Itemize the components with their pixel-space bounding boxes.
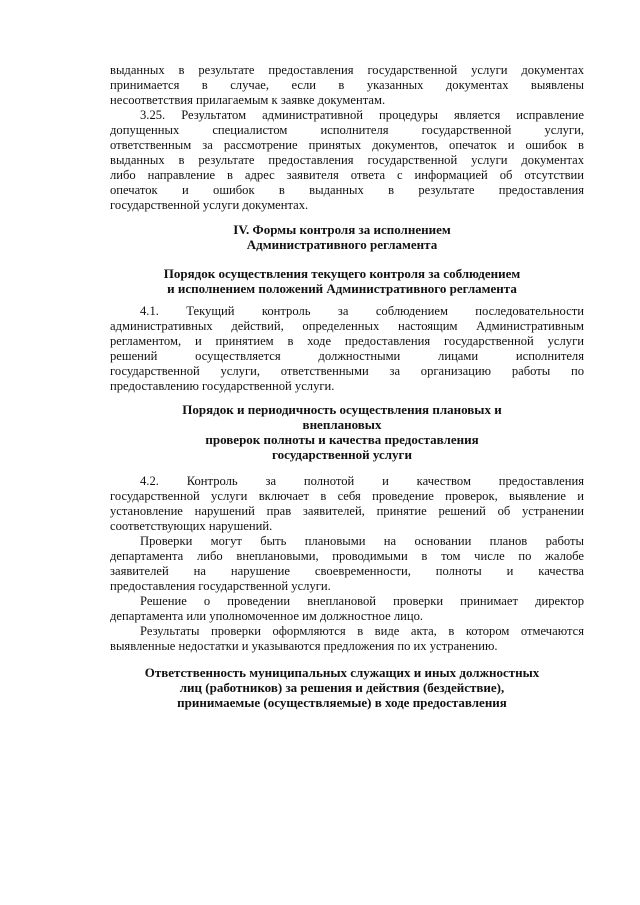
- subsection-title: Порядок и периодичность осуществления плановых и: [182, 402, 502, 417]
- p41-line: решений осуществляется должностными лицами исполнителя: [110, 349, 584, 363]
- decision-line: департамента или уполномоченное им должностное лицо.: [110, 609, 424, 623]
- p41-line: государственной услуги, ответственными за организацию работы по: [110, 364, 584, 378]
- subsection-title: и исполнением положений Административного регламента: [167, 281, 517, 296]
- p325-line: выданных в результате предоставления государственной услуги документах: [110, 153, 584, 167]
- results-line: выявленные недостатки и указываются предложения по их устранению.: [110, 639, 498, 653]
- p325-line: опечаток и ошибок в выданных в результате предоставления: [110, 183, 584, 197]
- p325-line: либо направление в адрес заявителя ответа с информацией об отсутствии: [110, 168, 584, 182]
- subsection-title: принимаемые (осуществляемые) в ходе предоставления: [177, 695, 507, 710]
- p41-line: регламентом, и принятием в ходе предоставления государственной услуги: [110, 334, 584, 348]
- checks-line: департамента либо внеплановыми, проводимыми в том числе по жалобе: [110, 549, 584, 563]
- results-line: Результаты проверки оформляются в виде акта, в котором отмечаются: [140, 624, 584, 638]
- p325-line: 3.25. Результатом административной процедуры является исправление: [140, 108, 584, 122]
- checks-line: заявителей на нарушение своевременности, полноты и качества: [110, 564, 584, 578]
- p41-line: предоставлению государственной услуги.: [110, 379, 335, 393]
- subsection-title: лиц (работников) за решения и действия (бездействие),: [179, 680, 505, 695]
- checks-line: предоставления государственной услуги.: [110, 579, 331, 593]
- intro-line: выданных в результате предоставления государственной услуги документах: [110, 63, 584, 77]
- p42-line: соответствующих нарушений.: [110, 519, 273, 533]
- subsection-title: проверок полноты и качества предоставления: [205, 432, 479, 447]
- p325-line: допущенных специалистом исполнителя государственной услуги,: [110, 123, 584, 137]
- p42-line: государственной услуги включает в себя проведение проверок, выявление и: [110, 489, 584, 503]
- intro-line: несоответствия прилагаемым к заявке документам.: [110, 93, 386, 107]
- p325-line: ответственным за рассмотрение принятых документов, опечаток и ошибок в: [110, 138, 584, 152]
- subsection-title: внеплановых: [302, 417, 382, 432]
- p41-line: 4.1. Текущий контроль за соблюдением последовательности: [140, 304, 584, 318]
- section-title: IV. Формы контроля за исполнением: [233, 222, 451, 237]
- intro-line: принимается в случае, если в указанных документах выявлены: [110, 78, 584, 92]
- section-title: Административного регламента: [246, 237, 438, 252]
- p42-line: установление нарушений прав заявителей, принятие решений об устранении: [110, 504, 584, 518]
- p41-line: административных действий, определенных настоящим Административным: [110, 319, 584, 333]
- subsection-title: Ответственность муниципальных служащих и иных должностных: [144, 665, 540, 680]
- checks-line: Проверки могут быть плановыми на основании планов работы: [140, 534, 584, 548]
- decision-line: Решение о проведении внеплановой проверки принимает директор: [140, 594, 584, 608]
- subsection-title: государственной услуги: [272, 447, 412, 462]
- p42-line: 4.2. Контроль за полнотой и качеством предоставления: [140, 474, 584, 488]
- p325-line: государственной услуги документах.: [110, 198, 309, 212]
- subsection-title: Порядок осуществления текущего контроля за соблюдением: [163, 266, 521, 281]
